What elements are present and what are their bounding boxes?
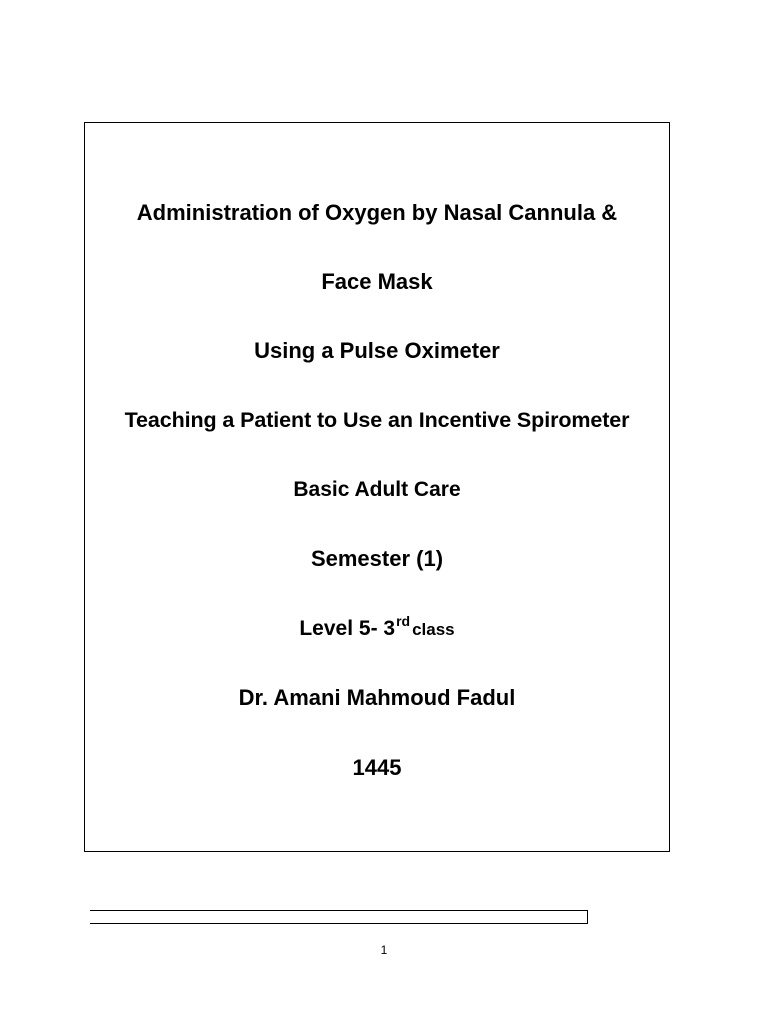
title-line-3: Using a Pulse Oximeter	[254, 338, 500, 363]
title-line-4: Teaching a Patient to Use an Incentive Spirometer	[124, 408, 630, 432]
level-prefix: Level 5- 3	[299, 617, 396, 640]
level-suffix: class	[412, 620, 455, 639]
author-name: Dr. Amani Mahmoud Fadul	[238, 685, 516, 710]
cover-frame	[84, 122, 670, 852]
level-superscript: rd	[396, 613, 411, 629]
level	[85, 613, 669, 643]
year: 1445	[352, 755, 402, 780]
page-number: 1	[380, 943, 388, 957]
title-line-1: Administration of Oxygen by Nasal Cannula &	[136, 200, 618, 225]
semester: Semester (1)	[310, 546, 444, 571]
title-line-2: Face Mask	[321, 269, 433, 294]
footer-rule	[90, 910, 588, 924]
course-name: Basic Adult Care	[293, 478, 461, 501]
